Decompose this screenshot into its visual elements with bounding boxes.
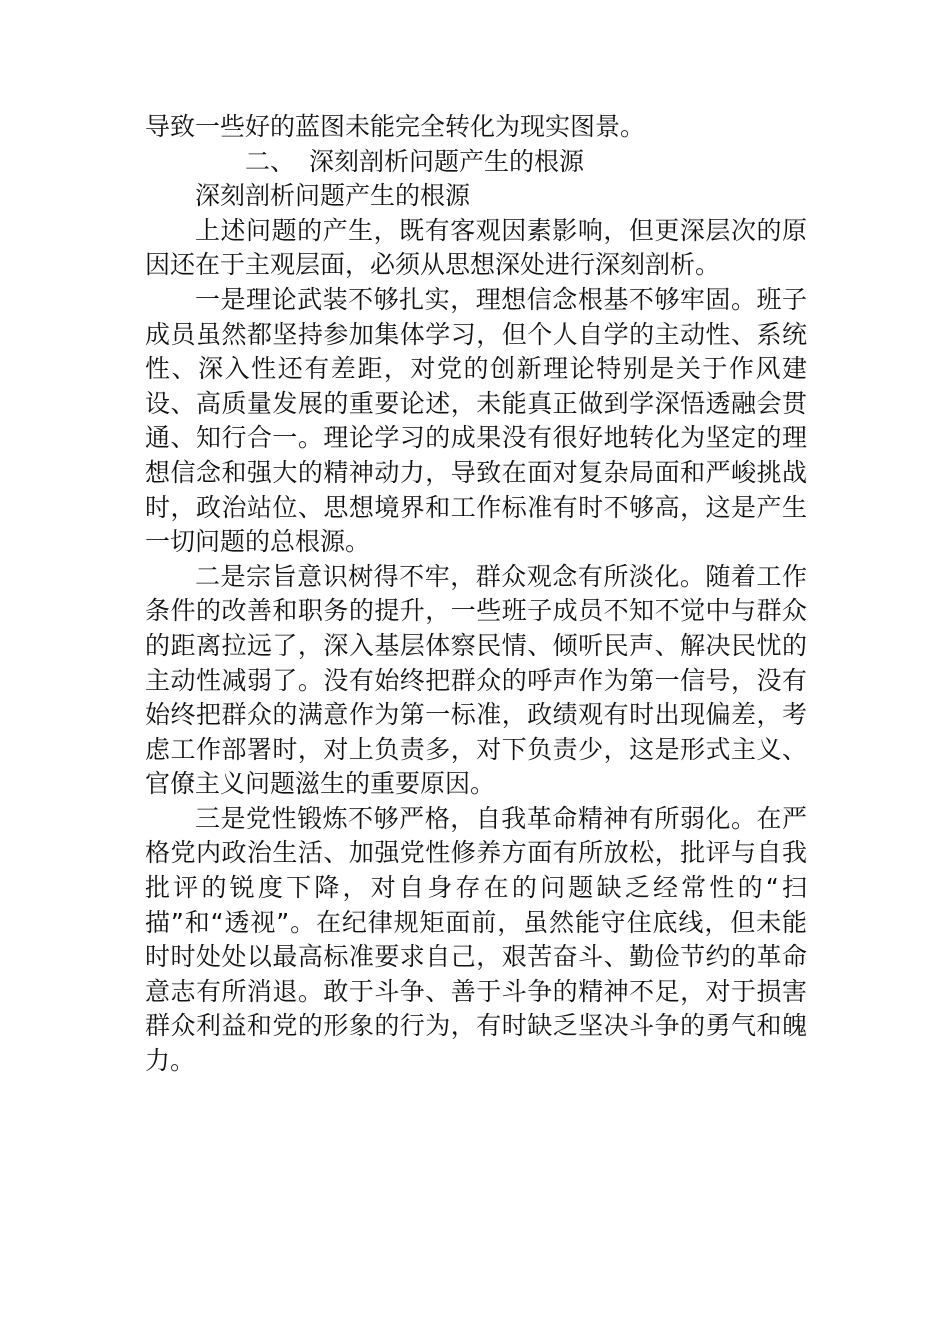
paragraph-point-4: 三是党性锻炼不够严格，自我革命精神有所弱化。在严格党内政治生活、加强党性修养方面有所放松，批评与自我批评的锐度下降，对自身存在的问题缺乏经常性的“扫描”和“透视”。在纪律规矩面前，虽然能守住底线，但未能时时处处以最高标准要求自己，艰苦奋斗、勤俭节约的革命意志有所消退。敢于斗争、善于斗争的精神不足，对于损害群众利益和党的形象的行为，有时缺乏坚决斗争的勇气和魄力。 [145,803,807,1076]
document-body [145,110,807,1079]
paragraph-point-3: 二是宗旨意识树得不牢，群众观念有所淡化。随着工作条件的改善和职务的提升，一些班子成员不知不觉中与群众的距离拉远了，深入基层体察民情、倾听民声、解决民忧的主动性减弱了。没有始终把群众的呼声作为第一信号，没有始终把群众的满意作为第一标准，政绩观有时出现偏差，考虑工作部署时，对上负责多，对下负责少，这是形式主义、官僚主义问题滋生的重要原因。 [145,561,807,799]
paragraph-point-1: 上述问题的产生，既有客观因素影响，但更深层次的原因还在于主观层面，必须从思想深处进行深刻剖析。 [145,215,807,280]
paragraph-continuation: 导致一些好的蓝图未能完全转化为现实图景。 [145,112,646,141]
paragraph-point-2: 一是理论武装不够扎实，理想信念根基不够牢固。班子成员虽然都坚持参加集体学习，但个人自学的主动性、系统性、深入性还有差距，对党的创新理论特别是关于作风建设、高质量发展的重要论述，未能真正做到学深悟透融会贯通、知行合一。理论学习的成果没有很好地转化为坚定的理想信念和强大的精神动力，导致在面对复杂局面和严峻挑战时，政治站位、思想境界和工作标准有时不够高，这是产生一切问题的总根源。 [145,284,807,557]
section-title: 深刻剖析问题产生的根源 [309,146,585,176]
section-number: 二、 [245,146,296,176]
section-heading [145,145,807,180]
paragraph-intro: 深刻剖析问题产生的根源 [195,181,471,211]
